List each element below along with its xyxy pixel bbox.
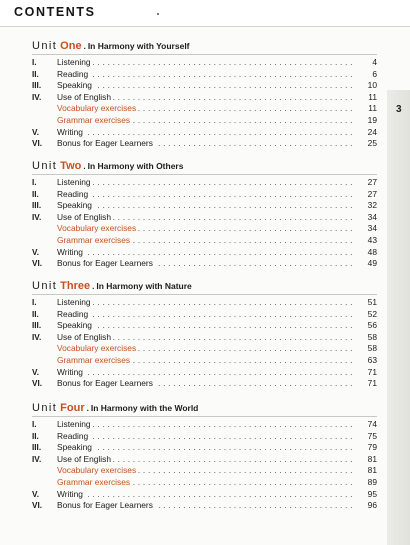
entry-label: Grammar exercises <box>57 354 131 365</box>
entry-label: Speaking <box>57 442 92 453</box>
unit-divider <box>32 54 377 55</box>
entry-page-number: 71 <box>355 367 377 379</box>
toc-subentry <box>32 223 377 235</box>
entry-label: Grammar exercises <box>57 476 131 487</box>
header-dot <box>157 13 159 15</box>
entry-label: Reading <box>57 430 89 441</box>
entry-leader <box>57 115 355 127</box>
entry-label: Vocabulary exercises <box>57 465 137 476</box>
entry-leader <box>57 235 355 247</box>
entry-leader <box>57 69 355 81</box>
unit-heading <box>32 402 377 418</box>
toc-subentry <box>32 343 377 355</box>
unit-divider <box>32 174 377 175</box>
entry-leader <box>57 465 355 477</box>
entry-numeral: III. <box>32 443 42 453</box>
entry-page-number: 4 <box>355 57 377 69</box>
entry-numeral: I. <box>32 178 37 187</box>
entry-page-number: 10 <box>355 80 377 92</box>
toc-entry <box>32 177 377 189</box>
entry-label: Bonus for Eager Learners <box>57 138 153 149</box>
unit-title: In Harmony with Yourself <box>87 41 190 51</box>
toc-entry <box>32 200 377 212</box>
entry-leader <box>57 247 355 259</box>
unit-block-one <box>32 40 377 150</box>
entry-numeral: II. <box>32 69 39 79</box>
entry-label: Grammar exercises <box>57 114 131 125</box>
entry-label: Bonus for Eager Learners <box>57 378 153 389</box>
unit-number: One <box>60 40 82 52</box>
entry-page-number: 89 <box>355 477 377 489</box>
entry-page-number: 19 <box>355 115 377 127</box>
entry-numeral: III. <box>32 81 42 91</box>
entry-label: Writing <box>57 488 83 499</box>
toc-entry <box>32 489 377 501</box>
entry-page-number: 11 <box>355 92 377 104</box>
entry-label: Reading <box>57 308 89 319</box>
toc-entry <box>32 419 377 431</box>
toc-subentry <box>32 115 377 127</box>
toc-entry <box>32 189 377 201</box>
entry-numeral: VI. <box>32 379 43 389</box>
entry-page-number: 27 <box>355 177 377 189</box>
entry-page-number: 56 <box>355 320 377 332</box>
toc-entry <box>32 247 377 259</box>
entry-leader <box>57 454 355 466</box>
unit-separator: . <box>83 42 86 51</box>
entry-leader <box>57 442 355 454</box>
entry-page-number: 96 <box>355 500 377 512</box>
toc-subentry <box>32 355 377 367</box>
entry-leader <box>57 297 355 309</box>
unit-word: Unit <box>32 280 58 292</box>
entry-leader <box>57 477 355 489</box>
unit-number: Four <box>60 402 85 414</box>
unit-separator: . <box>83 162 86 171</box>
toc-entry <box>32 500 377 512</box>
entry-numeral: I. <box>32 58 37 67</box>
entry-leader <box>57 320 355 332</box>
entry-label: Speaking <box>57 80 92 91</box>
entry-numeral: IV. <box>32 92 42 102</box>
entry-label: Writing <box>57 126 83 137</box>
toc-subentry <box>32 465 377 477</box>
entry-page-number: 34 <box>355 212 377 224</box>
entry-label: Vocabulary exercises <box>57 223 137 234</box>
unit-heading <box>32 40 377 56</box>
entry-label: Writing <box>57 366 83 377</box>
entry-numeral: II. <box>32 309 39 319</box>
entry-leader <box>57 127 355 139</box>
entry-numeral: IV. <box>32 212 42 222</box>
entry-leader <box>57 309 355 321</box>
entry-page-number: 58 <box>355 332 377 344</box>
entry-numeral: II. <box>32 431 39 441</box>
entry-leader <box>57 189 355 201</box>
entry-leader <box>57 489 355 501</box>
unit-block-three <box>32 280 377 390</box>
entry-numeral: V. <box>32 489 39 499</box>
entry-numeral: IV. <box>32 454 42 464</box>
entry-page-number: 49 <box>355 258 377 270</box>
entry-leader <box>57 258 355 270</box>
entry-leader <box>57 419 355 431</box>
entry-page-number: 52 <box>355 309 377 321</box>
entry-numeral: V. <box>32 367 39 377</box>
entry-numeral: I. <box>32 420 37 429</box>
toc-entry <box>32 57 377 69</box>
toc-subentry <box>32 103 377 115</box>
entry-leader <box>57 138 355 150</box>
entry-page-number: 81 <box>355 454 377 466</box>
toc-entry <box>32 297 377 309</box>
entry-leader <box>57 212 355 224</box>
entry-label: Listening <box>57 419 91 429</box>
toc-entry <box>32 80 377 92</box>
unit-word: Unit <box>32 160 58 172</box>
entry-page-number: 34 <box>355 223 377 235</box>
toc-entry <box>32 442 377 454</box>
entry-page-number: 6 <box>355 69 377 81</box>
entry-label: Speaking <box>57 320 92 331</box>
unit-title: In Harmony with the World <box>90 403 199 413</box>
entry-page-number: 43 <box>355 235 377 247</box>
entry-leader <box>57 200 355 212</box>
entry-page-number: 95 <box>355 489 377 501</box>
entry-label: Listening <box>57 297 91 307</box>
entry-page-number: 79 <box>355 442 377 454</box>
entry-page-number: 25 <box>355 138 377 150</box>
entry-page-number: 63 <box>355 355 377 367</box>
entry-numeral: I. <box>32 298 37 307</box>
entry-label: Use of English <box>57 453 111 464</box>
unit-block-two <box>32 160 377 270</box>
entry-leader <box>57 343 355 355</box>
entry-label: Grammar exercises <box>57 234 131 245</box>
entry-page-number: 48 <box>355 247 377 259</box>
entry-label: Bonus for Eager Learners <box>57 500 153 511</box>
entry-page-number: 75 <box>355 431 377 443</box>
toc-entry <box>32 127 377 139</box>
entry-leader <box>57 177 355 189</box>
unit-heading <box>32 160 377 176</box>
toc-entry <box>32 431 377 443</box>
unit-title: In Harmony with Others <box>87 161 184 171</box>
entry-label: Listening <box>57 57 91 67</box>
entry-leader <box>57 367 355 379</box>
entry-numeral: III. <box>32 201 42 211</box>
entry-leader <box>57 92 355 104</box>
entry-label: Speaking <box>57 200 92 211</box>
entry-leader <box>57 355 355 367</box>
unit-number: Three <box>60 280 91 292</box>
entry-label: Use of English <box>57 331 111 342</box>
entry-numeral: VI. <box>32 501 43 511</box>
entry-leader <box>57 332 355 344</box>
unit-block-four <box>32 402 377 512</box>
entry-leader <box>57 223 355 235</box>
toc-entry <box>32 212 377 224</box>
entry-page-number: 11 <box>355 103 377 115</box>
entry-leader <box>57 378 355 390</box>
toc-entry <box>32 378 377 390</box>
entry-page-number: 81 <box>355 465 377 477</box>
unit-divider <box>32 294 377 295</box>
entry-label: Writing <box>57 246 83 257</box>
entry-numeral: III. <box>32 321 42 331</box>
unit-heading <box>32 280 377 296</box>
toc-entry <box>32 69 377 81</box>
entry-page-number: 74 <box>355 419 377 431</box>
toc-entry <box>32 332 377 344</box>
entry-label: Reading <box>57 188 89 199</box>
entry-leader <box>57 103 355 115</box>
entry-page-number: 71 <box>355 378 377 390</box>
toc-entry <box>32 367 377 379</box>
header-divider <box>0 26 410 27</box>
entry-label: Use of English <box>57 211 111 222</box>
entry-numeral: II. <box>32 189 39 199</box>
entry-leader <box>57 57 355 69</box>
entry-numeral: VI. <box>32 139 43 149</box>
entry-leader <box>57 80 355 92</box>
entry-numeral: IV. <box>32 332 42 342</box>
unit-number: Two <box>60 160 82 172</box>
entry-page-number: 32 <box>355 200 377 212</box>
toc-entry <box>32 309 377 321</box>
toc-subentry <box>32 235 377 247</box>
unit-separator: . <box>92 282 95 291</box>
side-page-number: 3 <box>396 104 402 115</box>
toc-subentry <box>32 477 377 489</box>
entry-page-number: 24 <box>355 127 377 139</box>
entry-page-number: 58 <box>355 343 377 355</box>
entry-label: Use of English <box>57 91 111 102</box>
entry-page-number: 51 <box>355 297 377 309</box>
unit-word: Unit <box>32 402 58 414</box>
unit-title: In Harmony with Nature <box>96 281 192 291</box>
facing-page-edge <box>387 90 410 545</box>
entry-label: Listening <box>57 177 91 187</box>
entry-label: Vocabulary exercises <box>57 343 137 354</box>
entry-numeral: V. <box>32 247 39 257</box>
entry-leader <box>57 431 355 443</box>
toc-entry <box>32 92 377 104</box>
unit-divider <box>32 416 377 417</box>
entry-label: Reading <box>57 68 89 79</box>
entry-label: Bonus for Eager Learners <box>57 258 153 269</box>
unit-separator: . <box>86 404 89 413</box>
toc-entry <box>32 454 377 466</box>
page-title: CONTENTS <box>14 5 96 19</box>
toc-entry <box>32 258 377 270</box>
entry-page-number: 27 <box>355 189 377 201</box>
toc-entry <box>32 138 377 150</box>
toc-entry <box>32 320 377 332</box>
entry-label: Vocabulary exercises <box>57 103 137 114</box>
entry-numeral: V. <box>32 127 39 137</box>
entry-leader <box>57 500 355 512</box>
unit-word: Unit <box>32 40 58 52</box>
entry-numeral: VI. <box>32 259 43 269</box>
